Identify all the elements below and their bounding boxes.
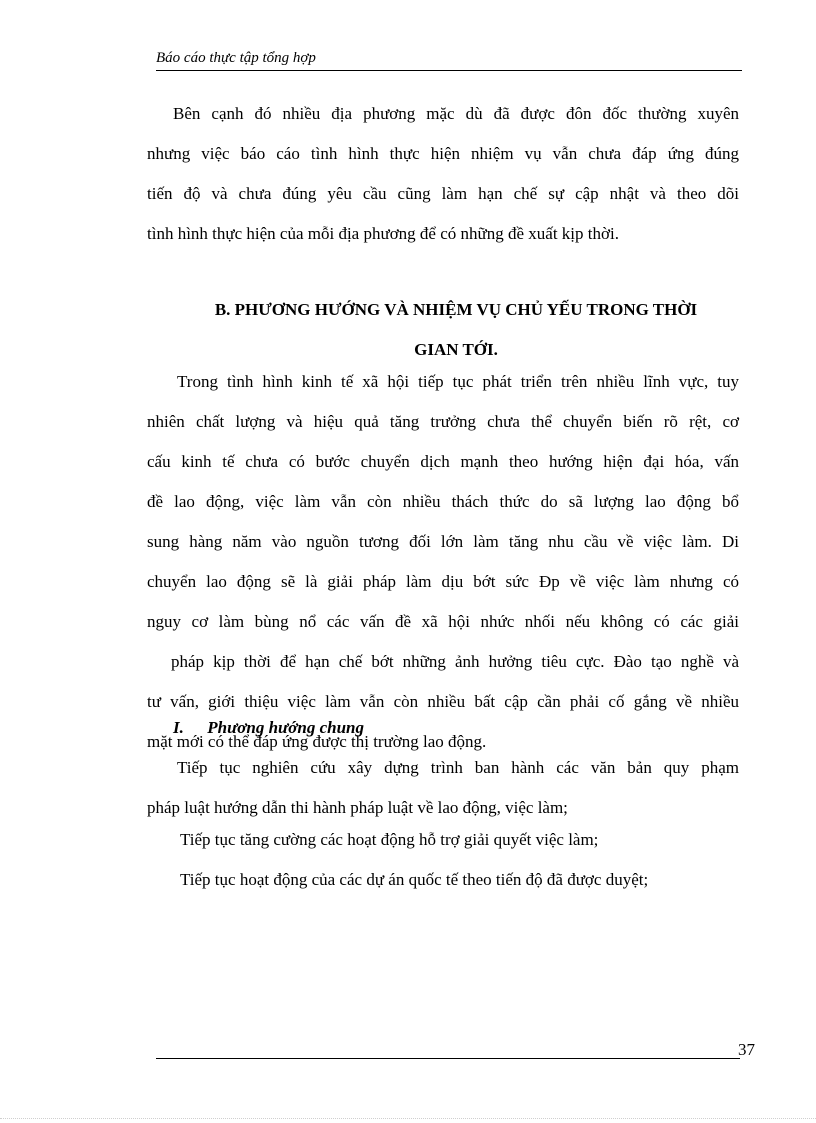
section-i-heading	[173, 708, 364, 748]
paragraph-1-line: tiến độ và chưa đúng yêu cầu cũng làm hạn chế sự cập nhật và theo dõi	[147, 184, 739, 203]
page-edge-divider	[0, 1118, 816, 1119]
section-i-number: I.	[173, 718, 184, 737]
paragraph-2-line: nhiên chất lượng và hiệu quả tăng trưởng chưa thể chuyển biến rõ rệt, cơ	[147, 412, 739, 431]
paragraph-2-line: sung hàng năm vào nguồn tương đối lớn làm tăng nhu cầu về việc làm. Di	[147, 532, 739, 551]
paragraph-2-line: cấu kinh tế chưa có bước chuyển dịch mạnh theo hướng hiện đại hóa, vấn	[147, 452, 739, 471]
paragraph-2-line: mặt mới có thể đáp ứng được thị trường lao động.	[147, 732, 487, 751]
section-b-heading-line-1: B. PHƯƠNG HƯỚNG VÀ NHIỆM VỤ CHỦ YẾU TRONG THỜI	[214, 300, 698, 319]
paragraph-2-line: chuyển lao động sẽ là giải pháp làm dịu bớt sức Đp về việc làm nhưng có	[147, 572, 739, 591]
header-title: Báo cáo thực tập tổng hợp	[156, 50, 316, 66]
section-i-title: Phương hướng chung	[207, 718, 364, 737]
paragraph-1-line: nhưng việc báo cáo tình hình thực hiện nhiệm vụ vẫn chưa đáp ứng đúng	[147, 144, 739, 163]
paragraph-4-line: Tiếp tục tăng cường các hoạt động hỗ trợ giải quyết việc làm;	[180, 830, 599, 849]
paragraph-2-line: đề lao động, việc làm vẫn còn nhiều thách thức do sã lượng lao động bổ	[147, 492, 739, 511]
paragraph-4	[180, 820, 746, 860]
paragraph-2	[147, 362, 739, 762]
paragraph-2-line: tư vấn, giới thiệu việc làm vẫn còn nhiều bất cập cần phải cố gắng về nhiều	[147, 692, 739, 711]
paragraph-2-line: Trong tình hình kinh tế xã hội tiếp tục phát triển trên nhiều lĩnh vực, tuy	[177, 372, 739, 391]
paragraph-2-line: pháp kịp thời để hạn chế bớt những ảnh hưởng tiêu cực. Đào tạo nghề và	[171, 652, 739, 671]
section-b-heading-line-2: GIAN TỚI.	[414, 340, 498, 359]
paragraph-2-line: nguy cơ làm bùng nổ các vấn đề xã hội nhức nhối nếu không có các giải	[147, 612, 739, 631]
paragraph-1-line: Bên cạnh đó nhiều địa phương mặc dù đã được đôn đốc thường xuyên	[173, 104, 739, 123]
paragraph-5-line: Tiếp tục hoạt động của các dự án quốc tế theo tiến độ đã được duyệt;	[180, 870, 649, 889]
paragraph-3-line: pháp luật hướng dẫn thi hành pháp luật về lao động, việc làm;	[147, 798, 568, 817]
paragraph-5	[180, 860, 746, 900]
section-b-heading	[173, 290, 739, 370]
paragraph-3-line: Tiếp tục nghiên cứu xây dựng trình ban hành các văn bản quy phạm	[177, 758, 739, 777]
footer-rule	[156, 1058, 740, 1059]
paragraph-1-line: tình hình thực hiện của mỗi địa phương để có những đề xuất kịp thời.	[147, 224, 619, 243]
paragraph-1	[147, 94, 739, 254]
page-number: 37	[738, 1040, 755, 1059]
paragraph-3	[147, 748, 739, 828]
page-header	[156, 48, 742, 71]
